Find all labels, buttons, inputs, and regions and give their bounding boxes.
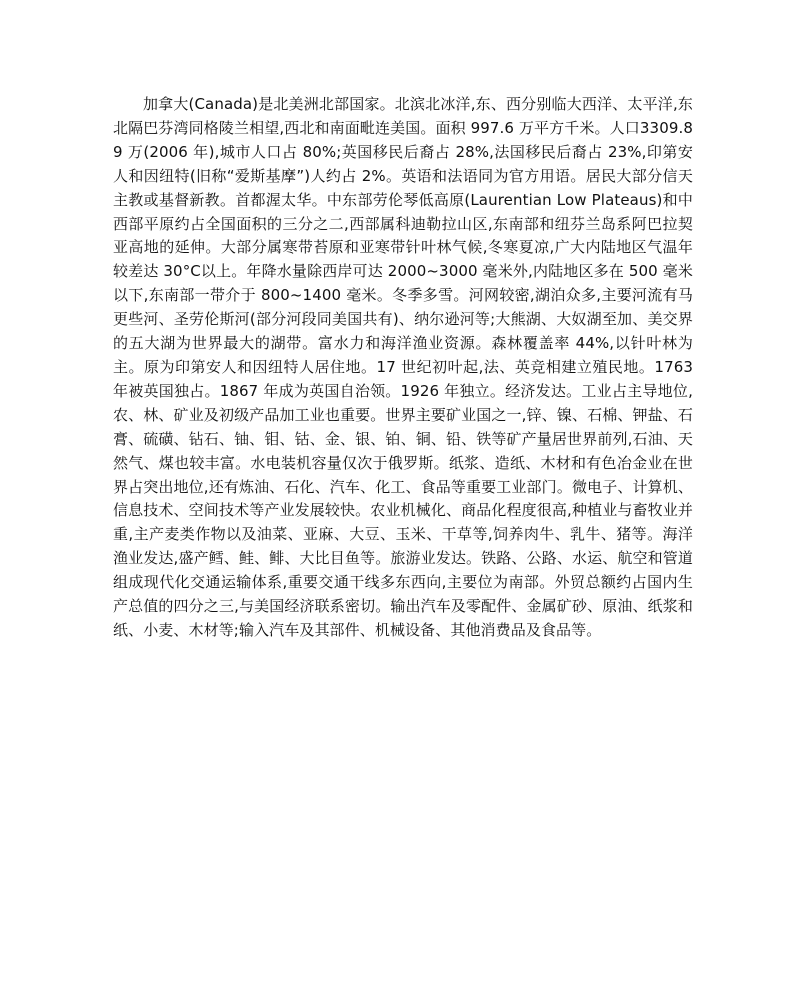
body-paragraph: 加拿大(Canada)是北美洲北部国家。北滨北冰洋,东、西分别临大西洋、太平洋,东北隔巴芬湾同格陵兰相望,西北和南面毗连美国。面积 997.6 万平方千米。人口3309.89 万(2006 年),城市人口占 80%;英国移民后裔占 28%,法国移民后裔占 23%,印第安人和因纽特(旧称“爱斯基摩”)人约占 2%。英语和法语同为官方用语。居民大部分信天主教或基督新教。首都渥太华。中东部劳伦琴低高原(Laurentian Low Plateaus)和中西部平原约占全国面积的三分之二,西部属科迪勒拉山区,东南部和纽芬兰岛系阿巴拉契亚高地的延伸。大部分属寒带苔原和亚寒带针叶林气候,冬寒夏凉,广大内陆地区气温年较差达 30°C以上。年降水量除西岸可达 2000~3000 毫米外,内陆地区多在 500 毫米以下,东南部一带介于 800~1400 毫米。冬季多雪。河网较密,湖泊众多,主要河流有马更些河、圣劳伦斯河(部分河段同美国共有)、纳尔逊河等;大熊湖、大奴湖至加、美交界的五大湖为世界最大的湖带。富水力和海洋渔业资源。森林覆盖率 44%,以针叶林为主。原为印第安人和因纽特人居住地。17 世纪初叶起,法、英竞相建立殖民地。1763 年被英国独占。1867 年成为英国自治领。1926 年独立。经济发达。工业占主导地位,农、林、矿业及初级产品加工业也重要。世界主要矿业国之一,锌、镍、石棉、钾盐、石膏、硫磺、钻石、铀、钼、钴、金、银、铂、铜、铅、铁等矿产量居世界前列,石油、天然气、煤也较丰富。水电装机容量仅次于俄罗斯。纸浆、造纸、木材和有色冶金业在世界占突出地位,还有炼油、石化、汽车、化工、食品等重要工业部门。微电子、计算机、信息技术、空间技术等产业发展较快。农业机械化、商品化程度很高,种植业与畜牧业并重,主产麦类作物以及油菜、亚麻、大豆、玉米、干草等,饲养肉牛、乳牛、猪等。海洋渔业发达,盛产鳕、鲑、鲱、大比目鱼等。旅游业发达。铁路、公路、水运、航空和管道组成现代化交通运输体系,重要交通干线多东西向,主要位为南部。外贸总额约占国内生产总值的四分之三,与美国经济联系密切。输出汽车及零配件、金属矿砂、原油、纸浆和纸、小麦、木材等;输入汽车及其部件、机械设备、其他消费品及食品等。 <box>113 95 693 639</box>
